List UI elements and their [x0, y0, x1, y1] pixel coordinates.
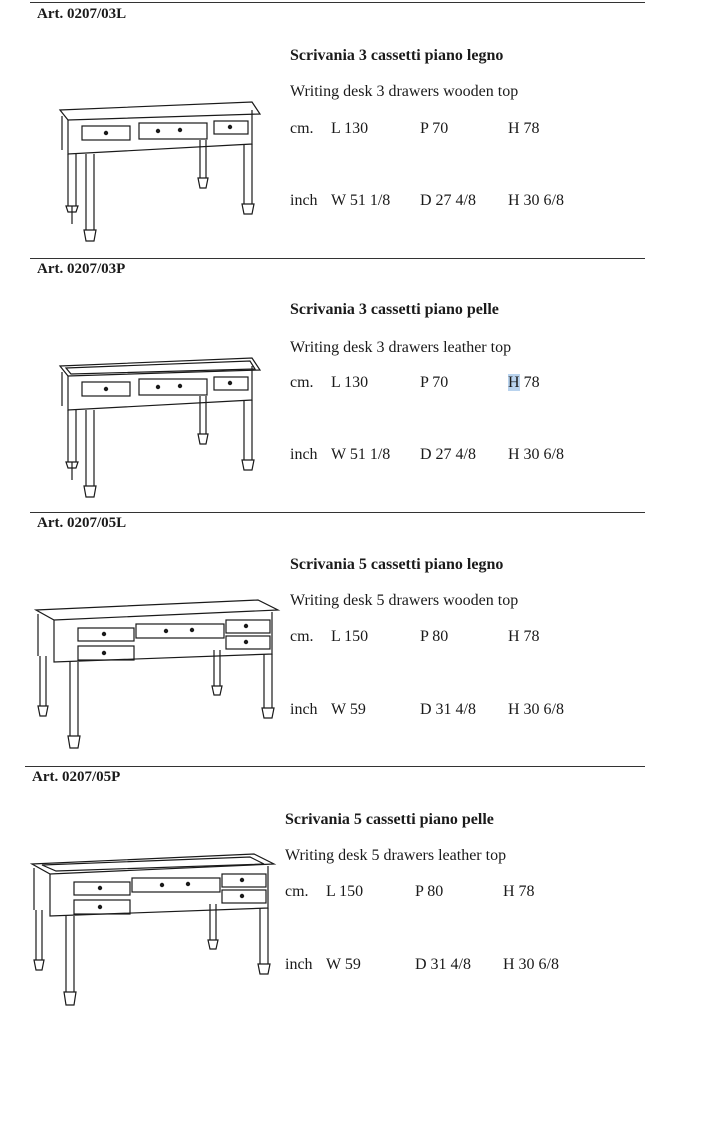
- width-inch: W 59: [326, 956, 361, 973]
- article-code: Art. 0207/05L: [37, 515, 127, 531]
- product-title-en: Writing desk 5 drawers leather top: [285, 847, 507, 864]
- section-divider: [30, 512, 645, 513]
- section-divider: [25, 766, 645, 767]
- depth-inch: D 27 4/8: [420, 192, 476, 209]
- unit-inch-label: inch: [290, 192, 318, 209]
- product-title-it: Scrivania 3 cassetti piano pelle: [290, 301, 499, 318]
- height-inch: H 30 6/8: [508, 701, 564, 718]
- unit-cm-label: cm.: [290, 628, 314, 645]
- depth-inch: D 31 4/8: [415, 956, 471, 973]
- unit-inch-label: inch: [290, 446, 318, 463]
- section-divider: [30, 2, 645, 3]
- length-cm: L 130: [331, 374, 369, 391]
- height-inch: H 30 6/8: [508, 192, 564, 209]
- article-code: Art. 0207/03P: [37, 261, 126, 277]
- depth-cm: P 70: [420, 120, 449, 137]
- desk-5-drawers-illustration: [28, 852, 278, 1010]
- width-inch: W 51 1/8: [331, 446, 391, 463]
- product-title-en: Writing desk 3 drawers wooden top: [290, 83, 519, 100]
- unit-inch-label: inch: [290, 701, 318, 718]
- height-cm: H 78: [508, 628, 540, 645]
- length-cm: L 130: [331, 120, 369, 137]
- product-title-it: Scrivania 5 cassetti piano legno: [290, 556, 504, 573]
- desk-3-drawers-illustration: [52, 96, 264, 246]
- depth-cm: P 80: [420, 628, 449, 645]
- product-title-it: Scrivania 3 cassetti piano legno: [290, 47, 504, 64]
- desk-3-drawers-illustration: [52, 352, 264, 502]
- product-title-en: Writing desk 3 drawers leather top: [290, 339, 512, 356]
- height-cm: [508, 374, 540, 392]
- product-title-en: Writing desk 5 drawers wooden top: [290, 592, 519, 609]
- height-inch: H 30 6/8: [508, 446, 564, 463]
- width-inch: W 59: [331, 701, 366, 718]
- length-cm: L 150: [331, 628, 369, 645]
- length-cm: L 150: [326, 883, 364, 900]
- height-cm: H 78: [508, 120, 540, 137]
- unit-inch-label: inch: [285, 956, 313, 973]
- depth-cm: P 70: [420, 374, 449, 391]
- desk-5-drawers-illustration: [32, 598, 282, 752]
- unit-cm-label: cm.: [290, 374, 314, 391]
- height-cm-value: 78: [519, 374, 540, 391]
- width-inch: W 51 1/8: [331, 192, 391, 209]
- section-divider: [30, 258, 645, 259]
- height-cm: H 78: [503, 883, 535, 900]
- article-code: Art. 0207/05P: [32, 769, 121, 785]
- depth-cm: P 80: [415, 883, 444, 900]
- unit-cm-label: cm.: [290, 120, 314, 137]
- depth-inch: D 31 4/8: [420, 701, 476, 718]
- article-code: Art. 0207/03L: [37, 6, 127, 22]
- unit-cm-label: cm.: [285, 883, 309, 900]
- selected-text[interactable]: H: [508, 374, 520, 391]
- product-title-it: Scrivania 5 cassetti piano pelle: [285, 811, 494, 828]
- height-inch: H 30 6/8: [503, 956, 559, 973]
- depth-inch: D 27 4/8: [420, 446, 476, 463]
